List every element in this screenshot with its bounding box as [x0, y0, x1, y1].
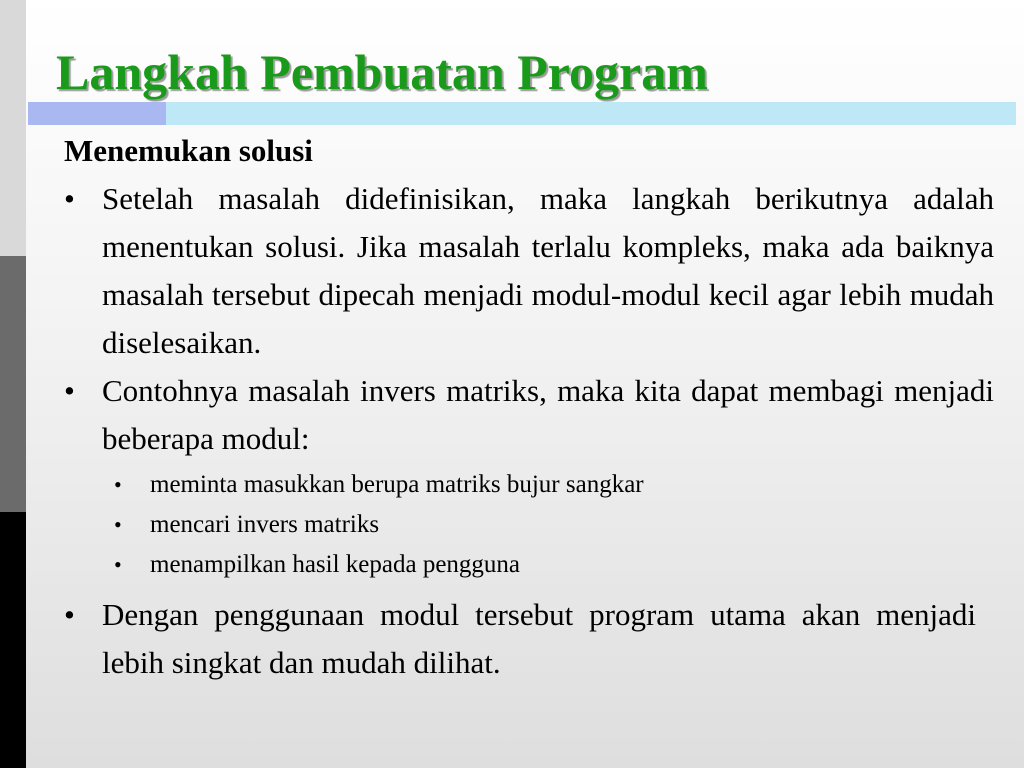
sub-bullet-icon: • — [114, 472, 122, 497]
side-bar-mid — [0, 256, 26, 512]
sub-bullet-item — [64, 505, 994, 545]
bullet-icon: • — [64, 373, 75, 408]
bullet-item — [64, 367, 994, 463]
bullet-text: Contohnya masalah invers matriks, maka kita dapat membagi menjadi beberapa modul: — [102, 373, 994, 456]
sub-bullet-icon: • — [114, 552, 122, 577]
bullet-item — [64, 175, 994, 367]
section-heading: Menemukan solusi — [64, 133, 313, 168]
bullet-text: Dengan penggunaan modul tersebut program utama akan menjadi lebih singkat dan mudah dilihat. — [102, 597, 976, 680]
title-underline-left — [28, 102, 166, 125]
slide-content — [64, 131, 994, 687]
sub-bullet-item — [64, 545, 994, 585]
slide-title: Langkah Pembuatan Program — [56, 44, 708, 100]
sub-bullet-item — [64, 465, 994, 505]
sub-bullet-text: mencari invers matriks — [150, 511, 380, 538]
bullet-text: Setelah masalah didefinisikan, maka langkah berikutnya adalah menentukan solusi. Jika masalah terlalu kompleks, maka ada baiknya masalah tersebut dipecah menjadi modul-modul kecil agar lebih mudah diselesaikan. — [102, 181, 994, 360]
side-bar-light — [0, 0, 26, 256]
sub-bullet-icon: • — [114, 512, 122, 537]
sub-bullet-text: menampilkan hasil kepada pengguna — [150, 551, 521, 578]
sub-bullet-list — [64, 465, 994, 585]
bullet-item — [64, 591, 976, 687]
bullet-icon: • — [64, 181, 75, 216]
sub-bullet-text: meminta masukkan berupa matriks bujur sangkar — [150, 471, 644, 498]
bullet-icon: • — [64, 597, 75, 632]
title-underline-right — [166, 102, 1016, 125]
side-bar-dark — [0, 512, 26, 768]
